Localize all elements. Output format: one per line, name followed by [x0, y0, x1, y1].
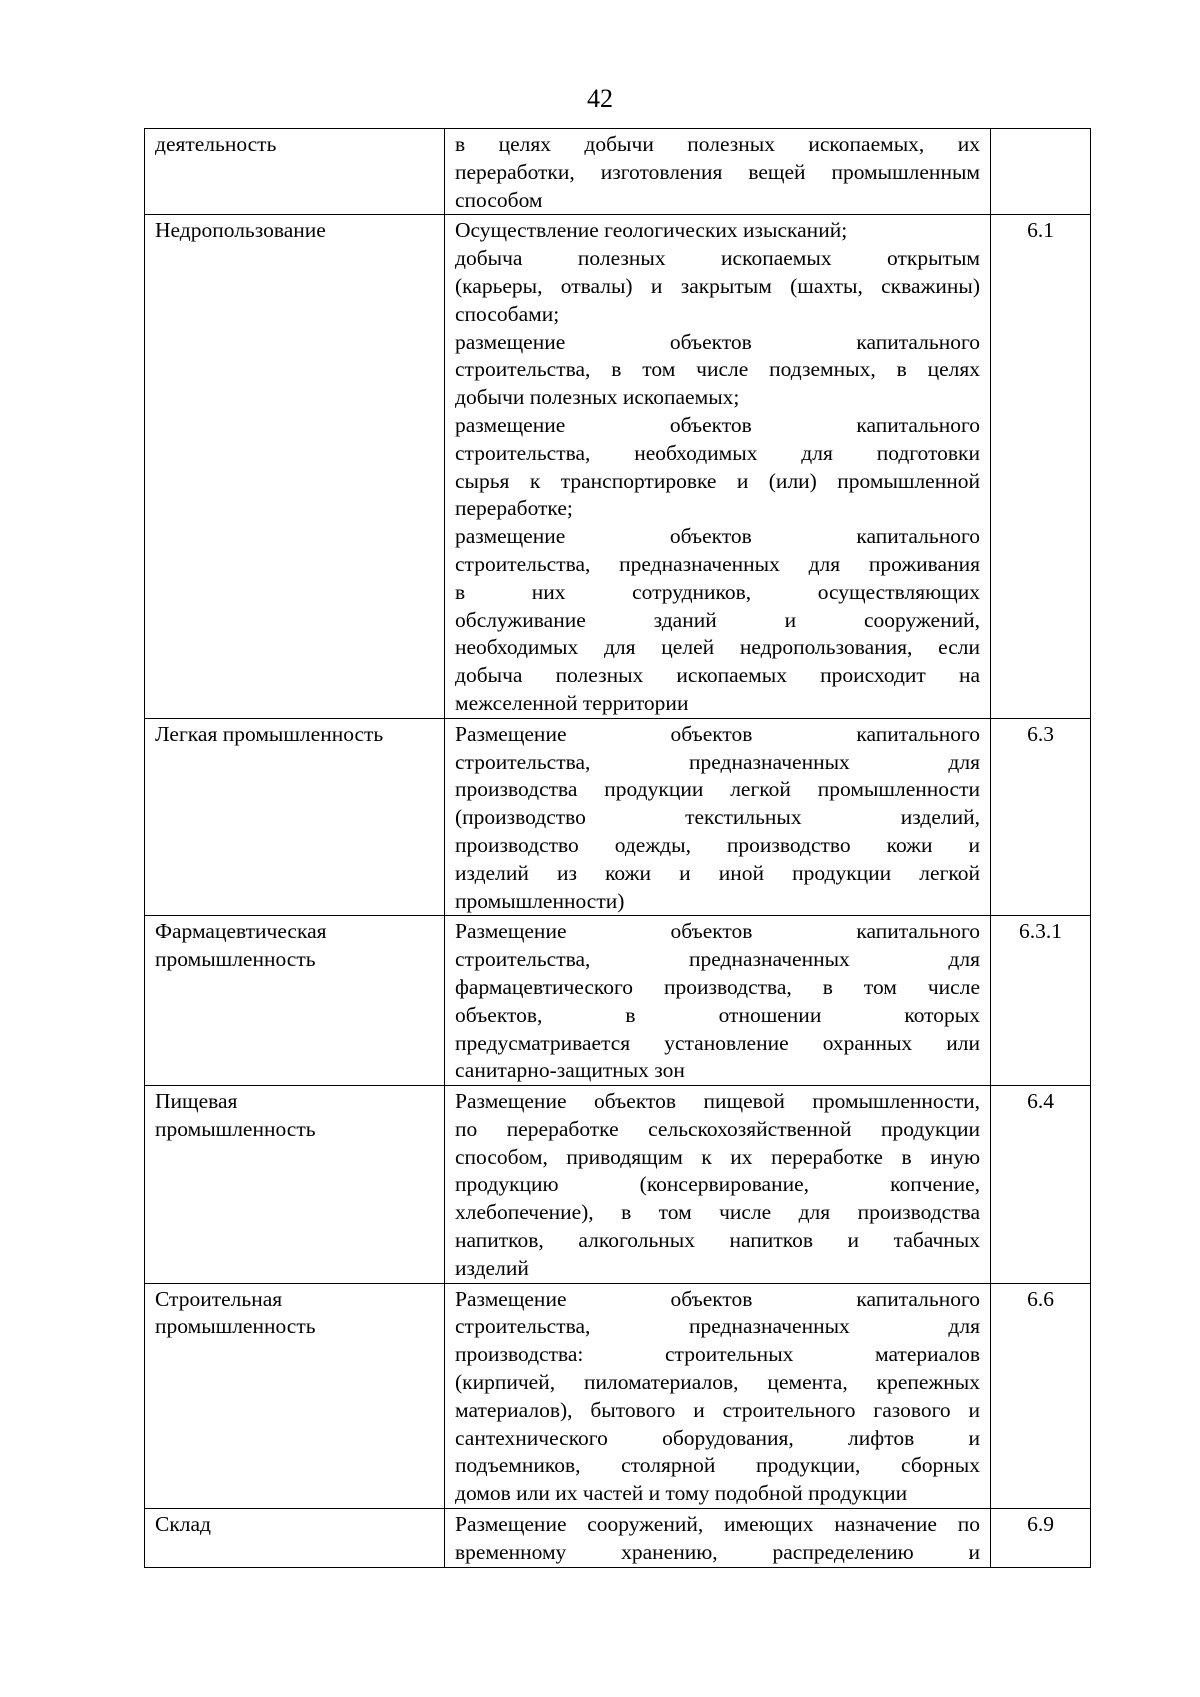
use-code-cell: 6.9 — [991, 1509, 1091, 1568]
use-type-name-cell — [145, 1283, 445, 1508]
use-description-line: строительства, предназначенных для — [455, 1314, 980, 1339]
use-description-line: переработке; — [455, 496, 573, 521]
use-description-line: изделий — [455, 1255, 529, 1280]
use-type-name-cell — [145, 215, 445, 718]
use-description-line: строительства, предназначенных для — [455, 749, 980, 774]
use-description-line: строительства, необходимых для подготовки — [455, 440, 980, 465]
use-description-line: способом, приводящим к их переработке в иную — [455, 1144, 980, 1169]
use-code-cell — [991, 129, 1091, 215]
table-body — [145, 129, 1091, 1568]
use-description-line: строительства, в том числе подземных, в целях — [455, 357, 980, 382]
use-description-line: способом — [455, 187, 543, 212]
use-description-line: производство одежды, производство кожи и — [455, 832, 980, 857]
use-description-line: (кирпичей, пиломатериалов, цемента, крепежных — [455, 1370, 980, 1395]
use-description-line: (карьеры, отвалы) и закрытым (шахты, скважины) — [455, 273, 980, 298]
use-description-line: Размещение объектов пищевой промышленности, — [455, 1089, 980, 1114]
use-description-line: строительства, предназначенных для проживания — [455, 551, 980, 576]
use-description-line: размещение объектов капитального — [455, 329, 980, 354]
use-description-line: обслуживание зданий и сооружений, — [455, 607, 980, 632]
use-type-name-line: Строительная — [155, 1286, 283, 1311]
table-row — [145, 129, 1091, 215]
use-description-line: объектов, в отношении которых — [455, 1002, 980, 1027]
use-description-line: изделий из кожи и иной продукции легкой — [455, 860, 980, 885]
use-code-cell: 6.3.1 — [991, 916, 1091, 1086]
use-description-cell — [445, 718, 991, 916]
use-description-cell — [445, 129, 991, 215]
land-use-table — [144, 128, 1091, 1568]
use-description-line: домов или их частей и тому подобной продукции — [455, 1481, 908, 1506]
table-row — [145, 215, 1091, 718]
use-description-line: Размещение сооружений, имеющих назначение по — [455, 1512, 980, 1537]
use-type-name-line: Пищевая — [155, 1089, 238, 1114]
use-description-line: подъемников, столярной продукции, сборных — [455, 1453, 980, 1478]
use-type-name-cell — [145, 916, 445, 1086]
use-type-name-line: Фармацевтическая — [155, 919, 327, 944]
use-description-line: хлебопечение), в том числе для производства — [455, 1200, 980, 1225]
table-row — [145, 1509, 1091, 1568]
page-number: 42 — [587, 84, 613, 113]
use-type-name-line: Склад — [155, 1512, 211, 1537]
use-description-line: в них сотрудников, осуществляющих — [455, 579, 980, 604]
use-type-name-line: промышленность — [155, 1314, 316, 1339]
use-description-line: по переработке сельскохозяйственной продукции — [455, 1116, 980, 1141]
table-row — [145, 916, 1091, 1086]
use-type-name-line: Легкая промышленность — [155, 721, 384, 746]
use-description-line: (производство текстильных изделий, — [455, 805, 980, 830]
use-type-name-cell — [145, 1509, 445, 1568]
use-description-cell — [445, 916, 991, 1086]
use-description-cell — [445, 1509, 991, 1568]
use-description-line: сырья к транспортировке и (или) промышленной — [455, 468, 980, 493]
use-description-line: размещение объектов капитального — [455, 412, 980, 437]
use-description-cell — [445, 1283, 991, 1508]
table-row — [145, 718, 1091, 916]
use-type-name-cell — [145, 1086, 445, 1284]
use-description-line: добыча полезных ископаемых происходит на — [455, 663, 980, 688]
use-type-name-line: промышленность — [155, 1116, 316, 1141]
use-description-line: производства продукции легкой промышленности — [455, 777, 980, 802]
use-code-cell: 6.4 — [991, 1086, 1091, 1284]
use-description-cell — [445, 1086, 991, 1284]
use-type-name-line: деятельность — [155, 132, 277, 156]
use-description-line: санитарно-защитных зон — [455, 1058, 685, 1083]
use-description-line: продукцию (консервирование, копчение, — [455, 1172, 980, 1197]
use-description-line: материалов), бытового и строительного газового и — [455, 1397, 980, 1422]
table-row — [145, 1086, 1091, 1284]
use-description-line: переработки, изготовления вещей промышленным — [455, 159, 980, 184]
use-type-name-cell — [145, 718, 445, 916]
use-description-line: в целях добычи полезных ископаемых, их — [455, 132, 980, 156]
use-description-line: строительства, предназначенных для — [455, 947, 980, 972]
use-description-line: необходимых для целей недропользования, если — [455, 635, 980, 660]
use-description-line: межселенной территории — [455, 690, 689, 715]
use-type-name-line: промышленность — [155, 947, 316, 972]
use-type-name-cell — [145, 129, 445, 215]
use-description-line: добычи полезных ископаемых; — [455, 385, 740, 410]
use-description-line: напитков, алкогольных напитков и табачных — [455, 1228, 980, 1253]
use-code-cell: 6.3 — [991, 718, 1091, 916]
use-description-line: производства: строительных материалов — [455, 1342, 980, 1367]
use-description-line: Осуществление геологических изысканий; — [455, 218, 848, 243]
use-description-line: Размещение объектов капитального — [455, 1286, 980, 1311]
use-description-line: предусматривается установление охранных или — [455, 1030, 980, 1055]
use-code-cell: 6.6 — [991, 1283, 1091, 1508]
use-code-cell: 6.1 — [991, 215, 1091, 718]
use-description-cell — [445, 215, 991, 718]
use-description-line: способами; — [455, 301, 560, 326]
use-description-line: временному хранению, распределению и — [455, 1539, 980, 1564]
use-description-line: Размещение объектов капитального — [455, 721, 980, 746]
use-description-line: промышленности) — [455, 888, 625, 913]
use-description-line: сантехнического оборудования, лифтов и — [455, 1425, 980, 1450]
use-type-name-line: Недропользование — [155, 218, 326, 243]
use-description-line: добыча полезных ископаемых открытым — [455, 246, 980, 271]
use-description-line: размещение объектов капитального — [455, 524, 980, 549]
use-description-line: Размещение объектов капитального — [455, 919, 980, 944]
table-row — [145, 1283, 1091, 1508]
use-description-line: фармацевтического производства, в том числе — [455, 974, 980, 999]
